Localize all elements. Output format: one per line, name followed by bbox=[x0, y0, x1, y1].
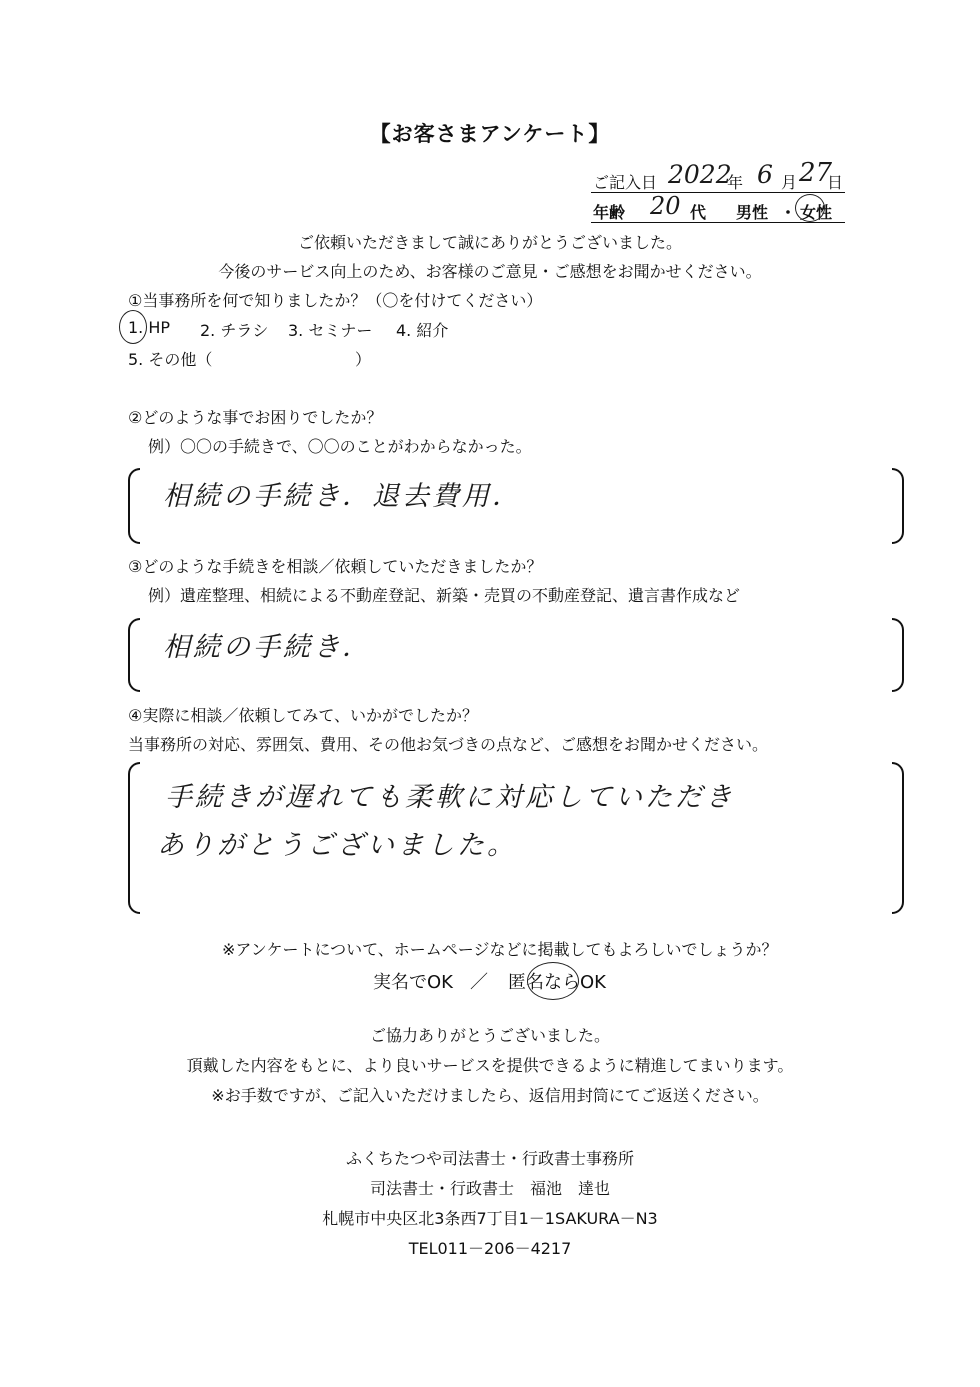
date-label: ご記入日 bbox=[593, 173, 658, 192]
closing-line-3: ※お手数ですが、ご記入いただけましたら、返信用封筒にてご返送ください。 bbox=[211, 1086, 769, 1105]
office-address: 札幌市中央区北3条西7丁目1－1SAKURA－N3 bbox=[322, 1209, 658, 1228]
q1-option-other-close: ） bbox=[355, 350, 372, 369]
office-representative: 司法書士・行政書士 福池 達也 bbox=[369, 1179, 610, 1198]
q1-selected-circle bbox=[119, 310, 147, 344]
q2-example: 例）〇〇の手続きで、〇〇のことがわからなかった。 bbox=[148, 437, 532, 456]
q4-bracket-right bbox=[892, 762, 904, 914]
age-value: 20 bbox=[650, 192, 681, 220]
date-year-suffix: 年 bbox=[727, 173, 744, 192]
q4-bracket-left bbox=[128, 762, 140, 914]
intro-line-2: 今後のサービス向上のため、お客様のご意見・ご感想をお聞かせください。 bbox=[218, 262, 762, 281]
publish-option-anonymous: 匿名ならOK bbox=[508, 972, 606, 993]
publish-question: ※アンケートについて、ホームページなどに掲載してもよろしいでしょうか？ bbox=[222, 940, 778, 959]
q4-answer-line-1: 手続きが遅れても柔軟に対応していただき bbox=[165, 782, 735, 813]
intro-line-1: ご依頼いただきまして誠にありがとうございました。 bbox=[297, 233, 682, 252]
q2-answer: 相続の手続き．退去費用． bbox=[163, 481, 522, 512]
publish-option-separator: ／ bbox=[470, 972, 488, 993]
age-underline bbox=[591, 222, 845, 223]
q4-example: 当事務所の対応、雰囲気、費用、その他お気づきの点など、ご感想をお聞かせください。 bbox=[128, 735, 769, 754]
date-day: 27 bbox=[799, 158, 833, 188]
date-month-suffix: 月 bbox=[781, 173, 798, 192]
q1-option-other: 5. その他（ bbox=[128, 350, 213, 369]
publish-selected-circle bbox=[527, 962, 579, 1000]
gender-female-circle bbox=[795, 194, 825, 222]
office-name: ふくちたつや司法書士・行政書士事務所 bbox=[345, 1149, 634, 1168]
age-suffix: 代 bbox=[690, 203, 707, 222]
closing-line-1: ご協力ありがとうございました。 bbox=[369, 1026, 610, 1045]
q2-bracket-right bbox=[892, 468, 904, 544]
q1-option-hp: 1. HP bbox=[128, 318, 171, 337]
survey-title: 【お客さまアンケート】 bbox=[369, 122, 611, 146]
q4-answer-line-2: ありがとうございました。 bbox=[157, 830, 517, 861]
age-label: 年齢 bbox=[593, 203, 626, 222]
q2-question: ②どのような事でお困りでしたか？ bbox=[128, 408, 383, 427]
date-day-suffix: 日 bbox=[827, 173, 844, 192]
date-year: 2022 bbox=[668, 160, 732, 189]
gender-male: 男性 bbox=[736, 203, 769, 222]
date-month: 6 bbox=[757, 160, 773, 189]
publish-option-real-name: 実名でOK bbox=[373, 972, 453, 993]
q1-option-referral: 4. 紹介 bbox=[396, 321, 449, 340]
q3-bracket-right bbox=[892, 618, 904, 692]
q1-question: ①当事務所を何で知りましたか？（〇を付けてください） bbox=[128, 291, 543, 310]
q3-bracket-left bbox=[128, 618, 140, 692]
q1-option-flyer: 2. チラシ bbox=[200, 321, 269, 340]
q3-answer: 相続の手続き． bbox=[163, 632, 372, 663]
q1-option-seminar: 3. セミナー bbox=[288, 321, 373, 340]
gender-female: 女性 bbox=[800, 203, 833, 222]
q3-example: 例）遺産整理、相続による不動産登記、新築・売買の不動産登記、遺言書作成など bbox=[148, 586, 741, 605]
office-phone: TEL011－206－4217 bbox=[408, 1239, 572, 1258]
q2-bracket-left bbox=[128, 468, 140, 544]
closing-line-2: 頂戴した内容をもとに、より良いサービスを提供できるように精進してまいります。 bbox=[186, 1056, 794, 1075]
date-underline bbox=[591, 192, 845, 193]
gender-separator: ・ bbox=[780, 203, 797, 222]
q3-question: ③どのような手続きを相談／依頼していただきましたか？ bbox=[128, 557, 543, 576]
q4-question: ④実際に相談／依頼してみて、いかがでしたか？ bbox=[128, 706, 479, 725]
